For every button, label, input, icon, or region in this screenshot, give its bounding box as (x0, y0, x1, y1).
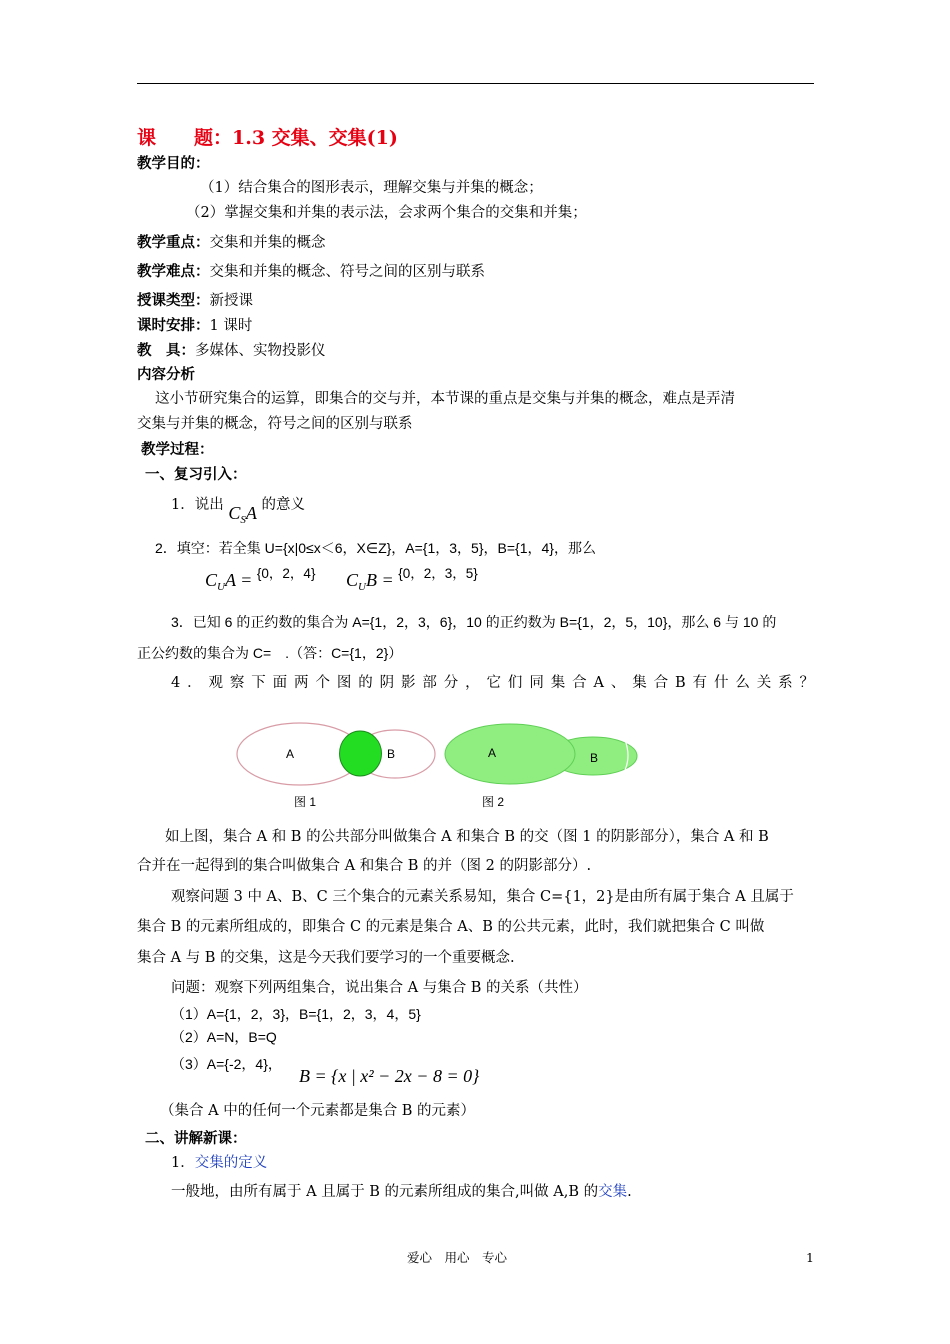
header-rule (137, 83, 814, 84)
section-1-heading: 一、复习引入： (145, 466, 247, 483)
footer-slogan: 爱心 用心 专心 (407, 1250, 508, 1265)
paragraph-2-line-1: 观察问题 3 中 A、B、C 三个集合的元素关系易知，集合 C={1，2}是由所有属于集合 A 且属于 (171, 889, 794, 905)
definition-number: 1． (171, 1155, 195, 1171)
difficulty-label: 教学难点： (137, 263, 210, 280)
analysis-line-1: 这小节研究集合的运算，即集合的交与并，本节课的重点是交集与并集的概念，难点是弄清 (155, 391, 735, 407)
set-pair-2: （2）A=N，B=Q (171, 1029, 277, 1045)
problem-statement: 问题：观察下列两组集合，说出集合 A 与集合 B 的关系（共性） (171, 980, 588, 996)
tools-text: 多媒体、实物投影仪 (195, 343, 326, 359)
fig2-set-a-shade (445, 724, 575, 784)
analysis-line-2: 交集与并集的概念，符号之间的区别与联系 (137, 416, 413, 432)
intersection-term-link[interactable]: 交集 (598, 1184, 628, 1200)
definition-title-row (171, 1155, 267, 1172)
focus-text: 交集和并集的概念 (209, 235, 326, 251)
page-number: 1 (806, 1250, 814, 1265)
definition-body: 一般地，由所有属于 A 且属于 B 的元素所组成的集合,叫做 A,B 的交集. (171, 1184, 632, 1200)
goals-heading: 教学目的： (137, 155, 210, 172)
goal-1: （1）结合集合的图形表示，理解交集与并集的概念； (200, 180, 543, 196)
focus-row (137, 234, 326, 252)
paragraph-1-line-2: 合并在一起得到的集合叫做集合 A 和集合 B 的并（图 2 的阴影部分）. (137, 858, 592, 874)
section-2-heading: 二、讲解新课： (145, 1130, 247, 1147)
question-4: 4．观察下面两个图的阴影部分，它们同集合A、集合B有什么关系？ (171, 675, 814, 691)
definition-title-link[interactable]: 交集的定义 (194, 1155, 268, 1171)
lesson-title: 课 题：1.3 交集、交集(1) (137, 127, 398, 149)
focus-label: 教学重点： (137, 234, 210, 251)
set-pair-1: （1）A={1，2，3}，B={1，2，3，4，5} (171, 1006, 421, 1022)
fig2-label-a: A (488, 746, 497, 760)
cu-a-value: {0，2，4} (256, 566, 316, 581)
tools-label: 教 具： (137, 342, 195, 359)
fig1-intersection-shade (340, 731, 382, 776)
cu-b-value: {0，2，3，5} (398, 566, 478, 581)
paragraph-1-line-1: 如上图，集合 A 和 B 的公共部分叫做集合 A 和集合 B 的交（图 1 的阴影部分），集合 A 和 B (165, 829, 769, 845)
question-2: 2．填空：若全集 U={x|0≤x＜6，X∈Z}，A={1，3，5}，B={1，4}，那么 (155, 540, 596, 556)
difficulty-text: 交集和并集的概念、符号之间的区别与联系 (209, 264, 485, 280)
question-1 (171, 493, 305, 526)
complement-cu-a: $C_UA = \{0$，2，4} (205, 566, 316, 593)
fig2-label-b: B (590, 751, 599, 765)
difficulty-row (137, 263, 485, 281)
paragraph-2-line-3: 集合 A 与 B 的交集，这是今天我们要学习的一个重要概念. (137, 950, 515, 966)
question-3-line-2: 正公约数的集合为 C= .（答：C={1，2}） (137, 645, 403, 661)
type-row (137, 292, 253, 310)
complement-cs-a: $C_SA$ (228, 503, 257, 526)
question-1-suffix: 的意义 (261, 497, 305, 513)
tools-row (137, 342, 326, 360)
paragraph-2-line-2: 集合 B 的元素所组成的，即集合 C 的元素是集合 A、B 的公共元素，此时，我们就把集合 C 叫做 (137, 919, 765, 935)
process-heading: 教学过程： (141, 441, 214, 458)
fig1-label-a: A (286, 747, 295, 761)
type-text: 新授课 (209, 293, 253, 309)
fig1-label-b: B (387, 747, 396, 761)
type-label: 授课类型： (137, 292, 210, 309)
hours-row (137, 317, 252, 335)
goal-2: （2）掌握交集和并集的表示法，会求两个集合的交集和并集； (186, 205, 587, 221)
hours-text: 1 课时 (209, 318, 253, 334)
hours-label: 课时安排： (137, 317, 210, 334)
conclusion: （集合 A 中的任何一个元素都是集合 B 的元素） (160, 1103, 476, 1119)
fig1-caption: 图 1 (294, 795, 317, 809)
venn-figures (230, 718, 650, 818)
fig2-caption: 图 2 (482, 795, 505, 809)
question-3-line-1: 3．已知 6 的正约数的集合为 A={1，2，3，6}，10 的正约数为 B={1，2，5，10}，那么 6 与 10 的 (171, 614, 777, 630)
set-pair-3-equation: B = {x | x² − 2x − 8 = 0} (299, 1066, 480, 1086)
analysis-heading: 内容分析 (137, 366, 195, 383)
question-1-prefix: 1．说出 (171, 497, 224, 513)
set-pair-3-prefix: （3）A={-2，4}， (171, 1056, 282, 1072)
complement-cu-b: $C_UB = \{0$，2，3，5} (346, 566, 478, 593)
